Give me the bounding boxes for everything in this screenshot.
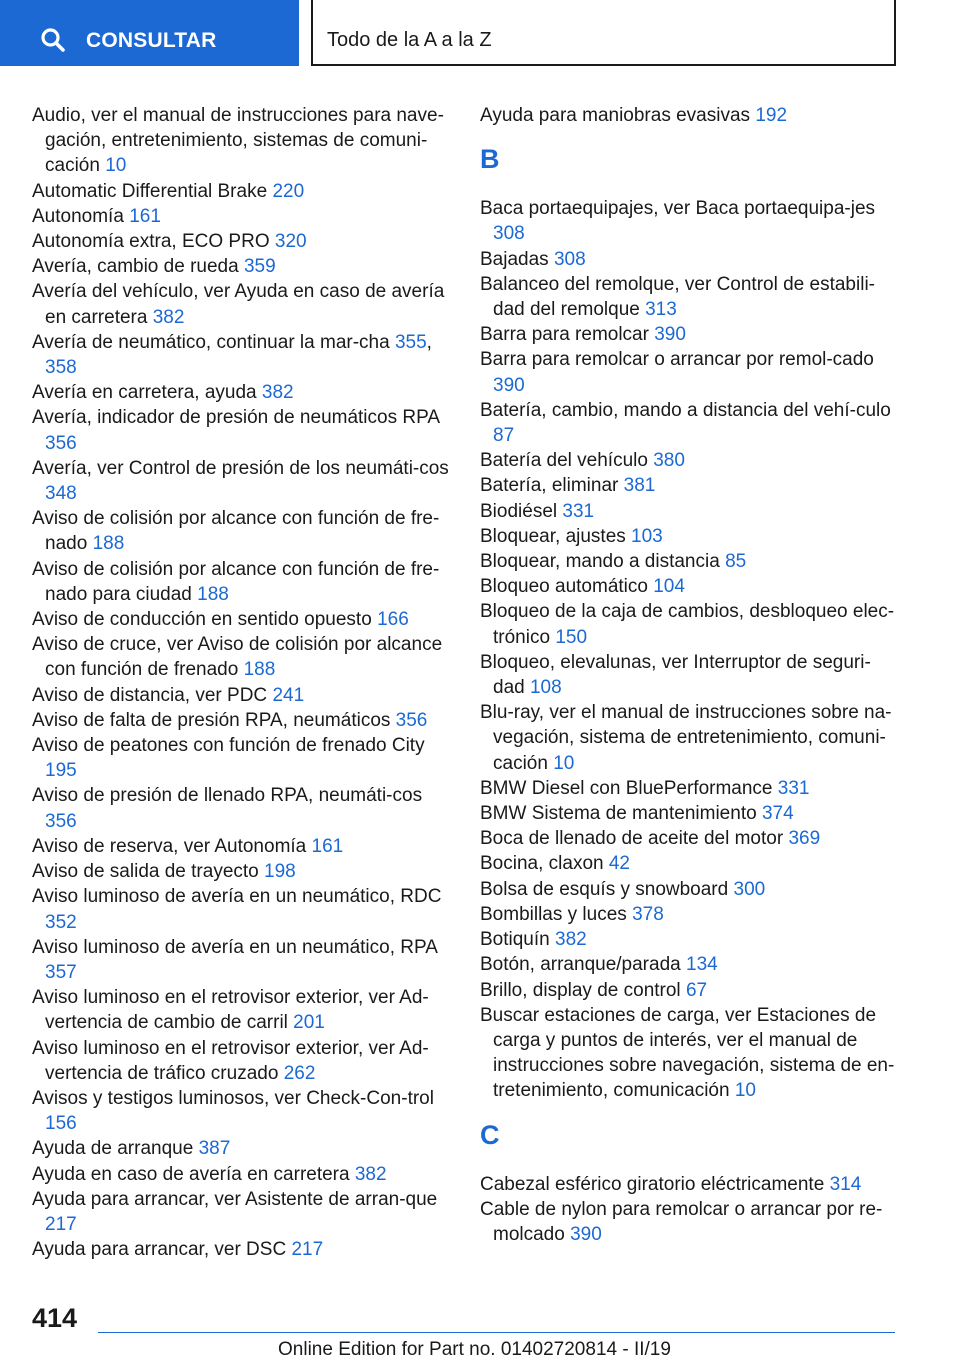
page-link[interactable]: 348 [45,483,77,505]
page-link[interactable]: 355 [394,331,427,353]
index-entry [32,405,450,455]
index-entry-text: Batería, cambio, mando a distancia del vehí-culo [480,399,891,421]
page-link[interactable]: 195 [45,760,77,782]
index-entry-text: Baca portaequipajes, ver Baca portaequipa-jes [480,198,876,220]
index-entry [32,1086,450,1136]
page-link[interactable]: 382 [152,306,185,328]
index-entry [32,884,450,934]
index-entry [480,398,900,448]
index-entry-text: Aviso de salida de trayecto [32,861,259,883]
index-entry [32,1237,450,1262]
index-entry [480,1003,900,1104]
page-link[interactable]: 320 [274,231,307,253]
tab-title: Todo de la A a la Z [327,29,492,51]
index-entry-text: Bombillas y luces [480,903,627,925]
page-link[interactable]: 103 [631,525,663,547]
index-entry-text: BMW Diesel con BluePerformance [480,777,773,799]
page-link[interactable]: 188 [92,533,125,555]
index-entry-text: Automatic Differential Brake [32,180,268,202]
page-link[interactable]: 188 [197,583,229,605]
tab-todo-a-z[interactable] [311,0,896,66]
page-link[interactable]: 356 [45,810,77,832]
page-link[interactable]: 150 [555,626,588,648]
consultar-label: CONSULTAR [86,29,217,52]
index-entry [32,1036,450,1086]
index-entry-text: Aviso de conducción en sentido opuesto [32,609,372,631]
index-entry [32,1187,450,1237]
page-link[interactable]: 104 [653,576,685,598]
index-entry [480,851,900,876]
index-entry-text: Balanceo del remolque, ver Control de estabili-dad del remolque [480,273,875,321]
index-entry [32,1162,450,1187]
index-entry [32,985,450,1035]
index-entry [32,834,450,859]
index-column-left [32,103,450,1262]
index-entry-text: Batería, eliminar [480,475,619,497]
index-entry-text: Botiquín [480,929,550,951]
index-entry-text: Ayuda para maniobras evasivas [480,105,751,126]
page-link[interactable]: 10 [734,1080,756,1102]
index-entry-text: Aviso de peatones con función de frenado City [32,735,425,757]
index-entry [32,279,450,329]
index-entry [480,927,900,952]
index-entry-text: Avería, cambio de rueda [32,256,239,278]
page-link[interactable]: 300 [733,878,766,900]
index-entry-text: Aviso de colisión por alcance con función de fre-nado [32,508,440,555]
index-entry [32,783,450,833]
page-link[interactable]: 390 [654,324,686,346]
page-link[interactable]: 314 [829,1173,862,1195]
page-link[interactable]: 369 [788,828,821,850]
index-column-right [480,103,900,1247]
index-entry-text: Aviso de presión de llenado RPA, neumáti-cos [32,785,423,807]
page-link[interactable]: 217 [291,1239,324,1261]
index-entry [480,524,900,549]
index-entry-text: Batería del vehículo [480,450,648,472]
index-entry-text: Aviso de cruce, ver Aviso de colisión por alcance con función de frenado [32,634,443,681]
page-link[interactable]: 382 [261,382,294,404]
index-entry-text: Aviso de distancia, ver PDC [32,684,268,706]
index-entry-text: Bloqueo de la caja de cambios, desbloqueo elec-trónico [480,601,895,648]
index-entry [32,607,450,632]
page-link[interactable]: 198 [264,861,296,883]
page-link[interactable]: 356 [395,709,428,731]
index-entry-text: Avería de neumático, continuar la mar-cha [32,331,390,353]
section-letter: C [480,1119,500,1150]
index-entry-text: Audio, ver el manual de instrucciones para nave-gación, entretenimiento, sistemas de comuni-cación [32,105,444,177]
index-entry [480,574,900,599]
index-entry [32,380,450,405]
index-entry-text: Bloqueo, elevalunas, ver Interruptor de seguri-dad [480,651,871,699]
page-link[interactable]: 67 [685,979,708,1001]
index-entry-text: Bloquear, ajustes [480,525,626,547]
page-link[interactable]: 331 [562,500,595,522]
index-entry [480,902,900,927]
page-link[interactable]: 10 [553,752,575,774]
index-entry-text: Autonomía [32,205,124,227]
index-entry [32,179,450,204]
page-link[interactable]: 87 [493,425,515,447]
index-entry-text: Aviso luminoso en el retrovisor exterior, ver Ad-vertencia de cambio de carril [32,987,429,1034]
page-link[interactable]: 374 [761,803,794,825]
index-entry [480,801,900,826]
index-entry [480,499,900,524]
page-link[interactable]: 10 [105,155,127,177]
section-letter: B [480,144,500,175]
page-link[interactable]: 156 [45,1113,77,1135]
index-entry [480,1197,900,1247]
index-entry [32,103,450,179]
index-entry [32,557,450,607]
index-entry [480,247,900,272]
page-number: 414 [32,1303,78,1333]
page-link[interactable]: 166 [377,609,409,631]
page-link[interactable]: 42 [608,853,630,875]
page-link[interactable]: 161 [129,205,161,227]
search-icon [40,27,66,59]
index-entry [32,456,450,506]
index-entry-text: Botón, arranque/parada [480,954,681,976]
index-entry [480,952,900,977]
index-entry-text: Aviso luminoso en el retrovisor exterior, ver Ad-vertencia de tráfico cruzado [32,1037,429,1084]
index-entry-text: Avisos y testigos luminosos, ver Check-Con-trol [32,1087,434,1109]
page-link[interactable]: 390 [570,1223,602,1245]
index-entry-text: Avería, ver Control de presión de los neumáti-cos [32,457,449,479]
index-entry-text: Aviso luminoso de avería en un neumático, RDC [32,886,442,908]
page-link[interactable]: 382 [354,1163,387,1185]
footer-edition: Online Edition for Part no. 01402720814 - II/19 [278,1339,671,1360]
index-entry-text: Barra para remolcar [480,324,649,346]
index-entry [32,330,450,380]
index-entry [480,196,900,246]
index-entry [480,347,900,397]
index-entry [32,506,450,556]
page-link[interactable]: 352 [45,911,77,933]
index-entry-text: Buscar estaciones de carga, ver Estaciones de carga y puntos de interés, ver el manual de instrucciones sobre navegación, sistema de en-tretenimiento, comunicación [480,1004,895,1102]
page-link[interactable]: 108 [529,677,562,699]
page-link[interactable]: 378 [632,903,664,925]
page-link[interactable]: 308 [493,223,525,245]
page-link[interactable]: 241 [272,684,305,706]
page-link[interactable]: 359 [243,256,276,278]
index-entry-text: Biodiésel [480,500,558,522]
index-entry-text: Ayuda de arranque [32,1138,194,1160]
page-link[interactable]: 382 [555,929,587,951]
index-entry-text: Avería del vehículo, ver Ayuda en caso de avería en carretera [32,281,445,328]
index-entry-text: Cabezal esférico giratorio eléctricamente [480,1173,825,1195]
index-entry-text: Ayuda en caso de avería en carretera [32,1163,350,1185]
page-link[interactable]: 161 [311,835,344,857]
index-entry-text: Barra para remolcar o arrancar por remol-cado [480,349,874,371]
page-link[interactable]: 380 [653,450,685,472]
index-entry [480,272,900,322]
index-entry [32,859,450,884]
index-entry [32,733,450,783]
index-entry-text: Avería en carretera, ayuda [32,382,257,404]
index-entry [32,204,450,229]
index-entry-text: Bolsa de esquís y snowboard [480,878,729,900]
index-entry [480,700,900,776]
index-entry [480,103,900,128]
index-entry [480,776,900,801]
index-entry [32,708,450,733]
page-separator: , [426,331,432,353]
page-link[interactable]: 134 [686,954,718,976]
index-entry-text: Blu-ray, ver el manual de instrucciones sobre na-vegación, sistema de entretenimiento, comuni-cación [480,702,892,774]
index-entry-text: Aviso de colisión por alcance con función de fre-nado para ciudad [32,558,440,605]
index-entry-text: Cable de nylon para remolcar o arrancar por re-molcado [480,1198,883,1245]
index-entry [480,877,900,902]
page-link[interactable]: 188 [243,659,276,681]
index-entry [480,473,900,498]
index-entry [32,683,450,708]
page-link[interactable]: 356 [45,432,77,454]
page-link[interactable]: 262 [283,1062,316,1084]
index-entry-text: Aviso de falta de presión RPA, neumáticos [32,709,391,731]
index-entry-text: Boca de llenado de aceite del motor [480,828,784,850]
index-entry [480,448,900,473]
index-entry [480,322,900,347]
header [0,0,960,66]
index-entry-text: Bajadas [480,248,549,270]
index-entry [480,1172,900,1197]
index-entry [32,1136,450,1161]
index-entry [32,935,450,985]
index-entry-text: Bocina, claxon [480,853,604,875]
page-link[interactable]: 217 [45,1213,77,1235]
index-entry [32,254,450,279]
index-entry-text: Autonomía extra, ECO PRO [32,231,270,253]
index-entry-text: BMW Sistema de mantenimiento [480,803,757,825]
page-link[interactable]: 331 [777,777,810,799]
page-link[interactable]: 308 [553,248,586,270]
page-link[interactable]: 201 [293,1012,325,1034]
index-entry-text: Aviso de reserva, ver Autonomía [32,835,307,857]
consultar-button[interactable] [0,0,299,66]
index-entry [480,650,900,700]
page-link[interactable]: 313 [645,299,677,321]
page-link[interactable]: 358 [45,357,77,379]
footer-divider [98,1332,895,1333]
page-link[interactable]: 357 [45,961,77,983]
index-entry-text: Brillo, display de control [480,979,681,1001]
page-link[interactable]: 381 [623,475,656,497]
page-link[interactable]: 390 [493,374,525,396]
page-link[interactable]: 387 [198,1138,231,1160]
index-entry [480,549,900,574]
index-entry [32,632,450,682]
page-link[interactable]: 220 [272,180,305,202]
index-entry [480,826,900,851]
page-link[interactable]: 85 [725,551,747,573]
page-link[interactable]: 192 [755,105,788,126]
index-entry-text: Ayuda para arrancar, ver Asistente de arran-que [32,1188,438,1210]
index-entry [32,229,450,254]
index-entry-text: Avería, indicador de presión de neumáticos RPA [32,407,439,429]
index-entry [480,978,900,1003]
index-entry-text: Ayuda para arrancar, ver DSC [32,1239,287,1261]
index-entry-text: Bloqueo automático [480,576,648,598]
index-entry-text: Aviso luminoso de avería en un neumático, RPA [32,936,437,958]
index-entry-text: Bloquear, mando a distancia [480,551,720,573]
index-entry [480,599,900,649]
